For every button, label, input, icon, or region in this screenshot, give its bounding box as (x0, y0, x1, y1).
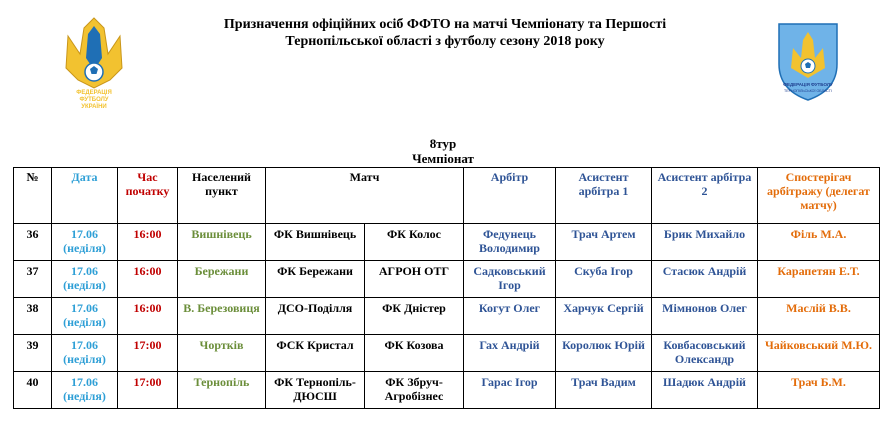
match-date: 17.06 (неділя) (52, 335, 118, 372)
observer: Карапетян Е.Т. (758, 261, 880, 298)
match-date: 17.06 (неділя) (52, 261, 118, 298)
assistant-1: Королюк Юрій (556, 335, 652, 372)
col-header-observer: Спостерігач арбітражу (делегат матчу) (758, 168, 880, 224)
assistant-2: Мімнонов Олег (652, 298, 758, 335)
referee: Гарас Ігор (464, 372, 556, 409)
match-date: 17.06 (неділя) (52, 298, 118, 335)
match-time: 17:00 (118, 335, 178, 372)
home-team: ДСО-Поділля (266, 298, 365, 335)
table-header-row (14, 168, 880, 224)
match-time: 16:00 (118, 224, 178, 261)
table-row (14, 261, 880, 298)
home-team: ФК Бережани (266, 261, 365, 298)
assistant-2: Брик Михайло (652, 224, 758, 261)
home-team: ФСК Кристал (266, 335, 365, 372)
away-team: ФК Козова (365, 335, 464, 372)
away-team: АГРОН ОТГ (365, 261, 464, 298)
referee: Садковський Ігор (464, 261, 556, 298)
away-team: ФК Збруч-Агробізнес (365, 372, 464, 409)
ffu-logo (58, 14, 130, 110)
home-team: ФК Вишнівець (266, 224, 365, 261)
match-time: 16:00 (118, 261, 178, 298)
observer: Маслій В.В. (758, 298, 880, 335)
match-number: 39 (14, 335, 52, 372)
referee: Гах Андрій (464, 335, 556, 372)
ffu-logo-line1: ФЕДЕРАЦІЯ (76, 90, 112, 96)
observer: Трач Б.М. (758, 372, 880, 409)
col-header-assistant1: Асистент арбітра 1 (556, 168, 652, 224)
match-town: В. Березовиця (178, 298, 266, 335)
away-team: ФК Колос (365, 224, 464, 261)
col-header-date: Дата (52, 168, 118, 224)
assistant-1: Скуба Ігор (556, 261, 652, 298)
ffu-logo-line3: УКРАЇНИ (81, 104, 107, 110)
match-town: Вишнівець (178, 224, 266, 261)
round-label: 8тур (429, 136, 457, 151)
observer: Філь М.А. (758, 224, 880, 261)
title-line-2: Тернопільської області з футболу сезону 2018 року (285, 34, 605, 49)
referee: Когут Олег (464, 298, 556, 335)
observer: Чайковський М.Ю. (758, 335, 880, 372)
match-town: Тернопіль (178, 372, 266, 409)
col-header-match: Матч (266, 168, 464, 224)
col-header-town: Населений пункт (178, 168, 266, 224)
table-row (14, 298, 880, 335)
match-town: Чортків (178, 335, 266, 372)
match-number: 40 (14, 372, 52, 409)
home-team: ФК Тернопіль-ДЮСШ (266, 372, 365, 409)
ffu-logo-line2: ФУТБОЛУ (79, 97, 109, 103)
assistant-2: Ковбасовський Олександр (652, 335, 758, 372)
match-schedule-table (13, 167, 880, 409)
match-number: 38 (14, 298, 52, 335)
referee: Федунець Володимир (464, 224, 556, 261)
match-town: Бережани (178, 261, 266, 298)
match-time: 17:00 (118, 372, 178, 409)
ffto-logo-line1: ФЕДЕРАЦІЯ ФУТБОЛУ (783, 82, 833, 87)
match-number: 36 (14, 224, 52, 261)
assistant-1: Харчук Сергій (556, 298, 652, 335)
col-header-assistant2: Асистент арбітра 2 (652, 168, 758, 224)
competition-label: Чемпіонат (412, 151, 474, 166)
match-time: 16:00 (118, 298, 178, 335)
col-header-referee: Арбітр (464, 168, 556, 224)
col-header-num: № (14, 168, 52, 224)
match-number: 37 (14, 261, 52, 298)
col-header-time: Час початку (118, 168, 178, 224)
table-row (14, 372, 880, 409)
document-title (130, 16, 760, 50)
ffto-logo-line2: ТЕРНОПІЛЬСЬКОЇ ОБЛАСТІ (784, 89, 832, 93)
assistant-1: Трач Вадим (556, 372, 652, 409)
table-row (14, 224, 880, 261)
assistant-2: Шадюк Андрій (652, 372, 758, 409)
match-date: 17.06 (неділя) (52, 372, 118, 409)
round-heading (13, 136, 873, 166)
assistant-2: Стасюк Андрій (652, 261, 758, 298)
match-date: 17.06 (неділя) (52, 224, 118, 261)
title-line-1: Призначення офіційних осіб ФФТО на матчі Чемпіонату та Першості (223, 17, 667, 32)
ffto-logo (775, 18, 841, 102)
table-row (14, 335, 880, 372)
assistant-1: Трач Артем (556, 224, 652, 261)
away-team: ФК Дністер (365, 298, 464, 335)
